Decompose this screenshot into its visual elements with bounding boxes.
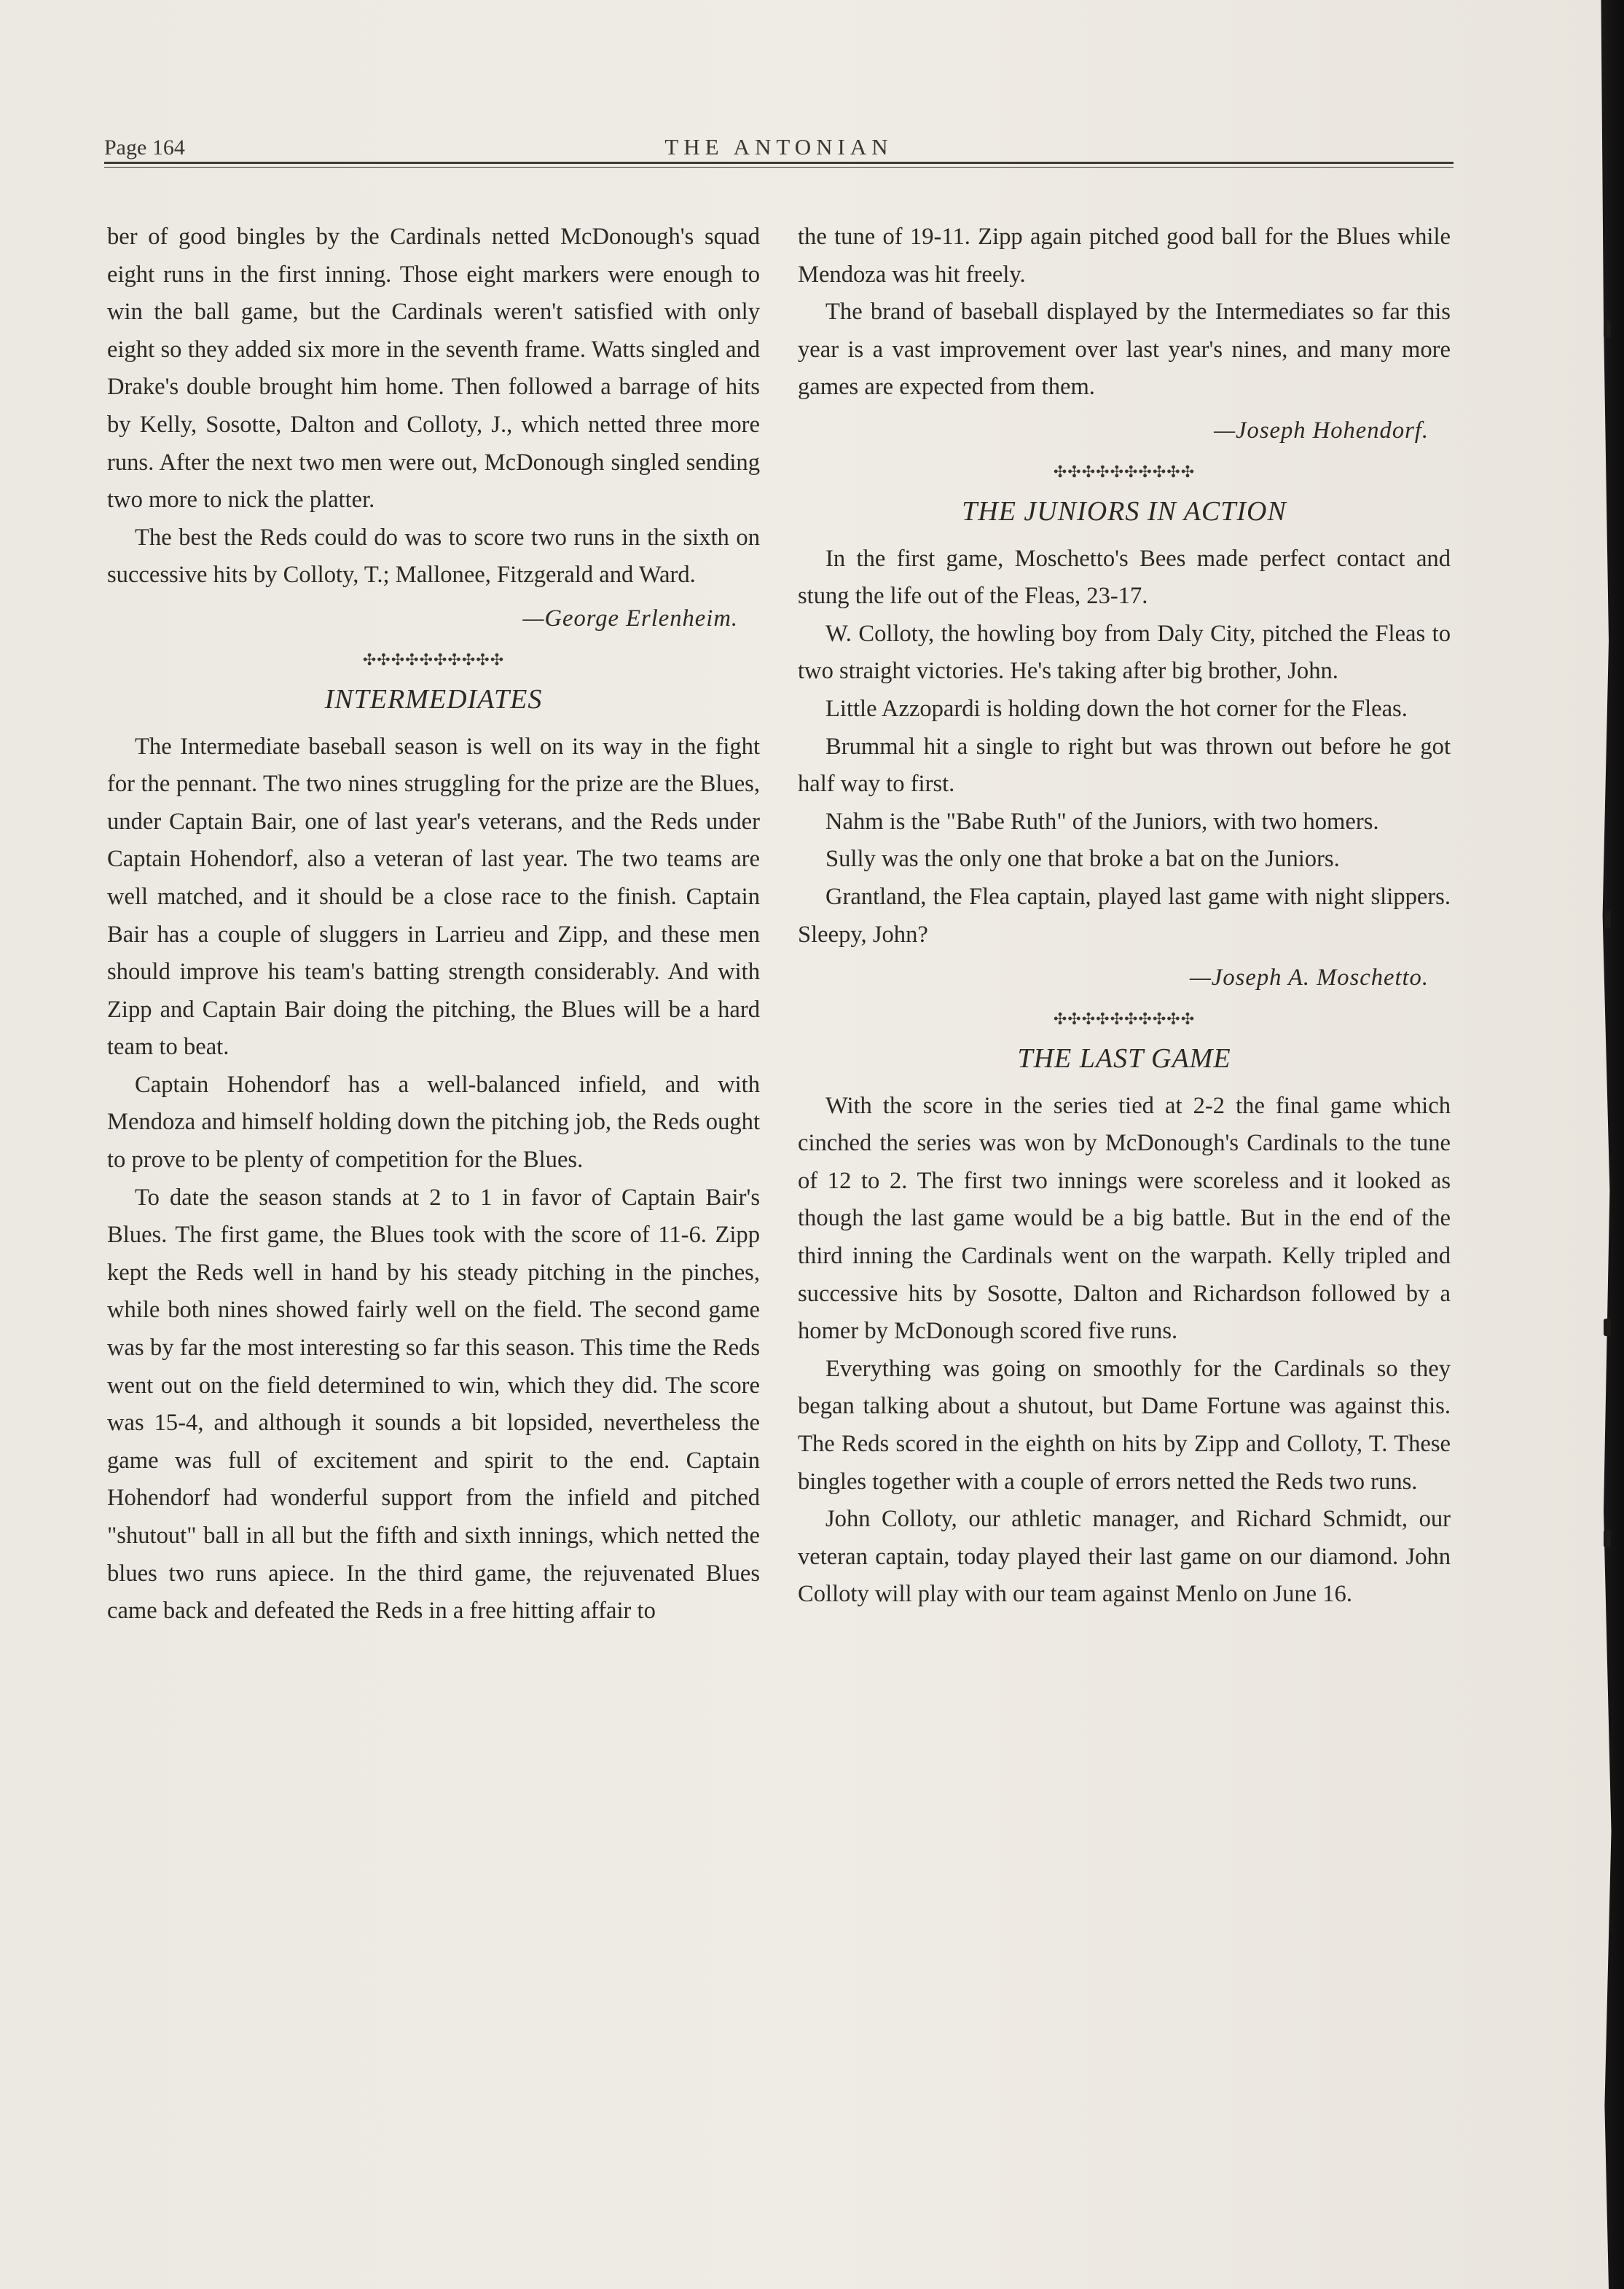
- paragraph: Grantland, the Flea captain, played last game with night slippers. Sleepy, John?: [798, 883, 1451, 948]
- ornament-divider: ✣✣✣✣✣✣✣✣✣✣: [1053, 1009, 1196, 1028]
- left-column: [107, 219, 760, 1630]
- paragraph: ber of good bingles by the Cardinals netted McDonough's squad eight runs in the first inning. Those eight markers were enough to win the ball game, but the Cardinals weren't satisfied with only eight so they added six more in the seventh frame. Watts singled and Drake's double brought him home. Then followed a barrage of hits by Kelly, Sosotte, Dalton and Colloty, J., which netted three more runs. After the next two men were out, McDonough singled sending two more to nick the platter.: [107, 224, 760, 514]
- section-heading: THE JUNIORS IN ACTION: [962, 495, 1287, 527]
- paragraph: In the first game, Moschetto's Bees made perfect contact and stung the life out of the Fleas, 23-17.: [798, 545, 1451, 610]
- binding-hole-icon: [1604, 911, 1611, 928]
- paragraph: John Colloty, our athletic manager, and Richard Schmidt, our veteran captain, today played their last game on our diamond. John Colloty will play with our team against Menlo on June 16.: [798, 1506, 1451, 1608]
- paragraph: the tune of 19-11. Zipp again pitched good ball for the Blues while Mendoza was hit freely.: [798, 224, 1451, 288]
- paragraph: Sully was the only one that broke a bat on the Juniors.: [825, 846, 1340, 873]
- paragraph: With the score in the series tied at 2-2 the final game which cinched the series was won by McDonough's Cardinals to the tune of 12 to 2. The first two innings were scoreless and it looked as though the last game would be a big battle. But in the end of the third inning the Cardinals went on the warpath. Kelly tripled and successive hits by Sosotte, Dalton and Richardson followed by a homer by McDonough scored five runs.: [798, 1092, 1451, 1345]
- section-heading: INTERMEDIATES: [324, 683, 543, 715]
- ornament-divider: ✣✣✣✣✣✣✣✣✣✣: [1053, 462, 1196, 481]
- paragraph: Nahm is the "Babe Ruth" of the Juniors, with two homers.: [825, 808, 1379, 835]
- byline: —Joseph A. Moschetto.: [1189, 965, 1429, 992]
- paragraph: The Intermediate baseball season is well on its way in the fight for the pennant. The two nines struggling for the prize are the Blues, under Captain Bair, one of last year's veterans, and the Reds under Captain Hohendorf, also a veteran of last year. The two teams are well matched, and it should be a close race to the finish. Captain Bair has a couple of sluggers in Larrieu and Zipp, and these men should improve his team's batting strength considerably. And with Zipp and Captain Bair doing the pitching, the Blues will be a hard team to beat.: [107, 733, 760, 1061]
- paragraph: Little Azzopardi is holding down the hot corner for the Fleas.: [825, 695, 1408, 722]
- binding-hole-icon: [1604, 1319, 1611, 1336]
- binding-hole-icon: [1604, 1530, 1611, 1547]
- section-heading: THE LAST GAME: [1017, 1043, 1231, 1074]
- paragraph: Everything was going on smoothly for the Cardinals so they began talking about a shutout, but Dame Fortune was against this. The Reds scored in the eighth on hits by Zipp and Colloty, T. These bingles together with a couple of errors netted the Reds two runs.: [798, 1355, 1451, 1495]
- right-column: [798, 219, 1451, 1614]
- paragraph: Brummal hit a single to right but was thrown out before he got half way to first.: [798, 733, 1451, 798]
- byline: —Joseph Hohendorf.: [1214, 417, 1429, 444]
- paragraph: W. Colloty, the howling boy from Daly City, pitched the Fleas to two straight victories. He's taking after big brother, John.: [798, 620, 1451, 685]
- paragraph: The best the Reds could do was to score two runs in the sixth on successive hits by Colloty, T.; Mallonee, Fitzgerald and Ward.: [107, 524, 760, 589]
- paragraph: To date the season stands at 2 to 1 in favor of Captain Bair's Blues. The first game, the Blues took with the score of 11-6. Zipp kept the Reds well in hand by his steady pitching in the pinches, while both nines showed fairly well on the field. The second game was by far the most interesting so far this season. This time the Reds went out on the field determined to win, which they did. The score was 15-4, and although it sounds a bit lopsided, nevertheless the game was full of excitement and spirit to the end. Captain Hohendorf had wonderful support from the infield and pitched "shutout" ball in all but the fifth and sixth innings, which netted the blues two runs apiece. In the third game, the rejuvenated Blues came back and defeated the Reds in a free hitting affair to: [107, 1184, 760, 1625]
- paragraph: Captain Hohendorf has a well-balanced infield, and with Mendoza and himself holding down the pitching job, the Reds ought to prove to be plenty of competition for the Blues.: [107, 1071, 760, 1174]
- ornament-divider: ✣✣✣✣✣✣✣✣✣✣: [362, 650, 505, 669]
- page-number: Page 164: [104, 136, 185, 160]
- paragraph: The brand of baseball displayed by the Intermediates so far this year is a vast improvement over last year's nines, and many more games are expected from them.: [798, 299, 1451, 401]
- binding-hole-icon: [1604, 321, 1611, 338]
- header-rule-thin: [104, 167, 1454, 168]
- running-title: THE ANTONIAN: [664, 134, 893, 160]
- byline: —George Erlenheim.: [522, 605, 738, 632]
- page-header: [104, 136, 1454, 172]
- header-rule: [104, 162, 1454, 164]
